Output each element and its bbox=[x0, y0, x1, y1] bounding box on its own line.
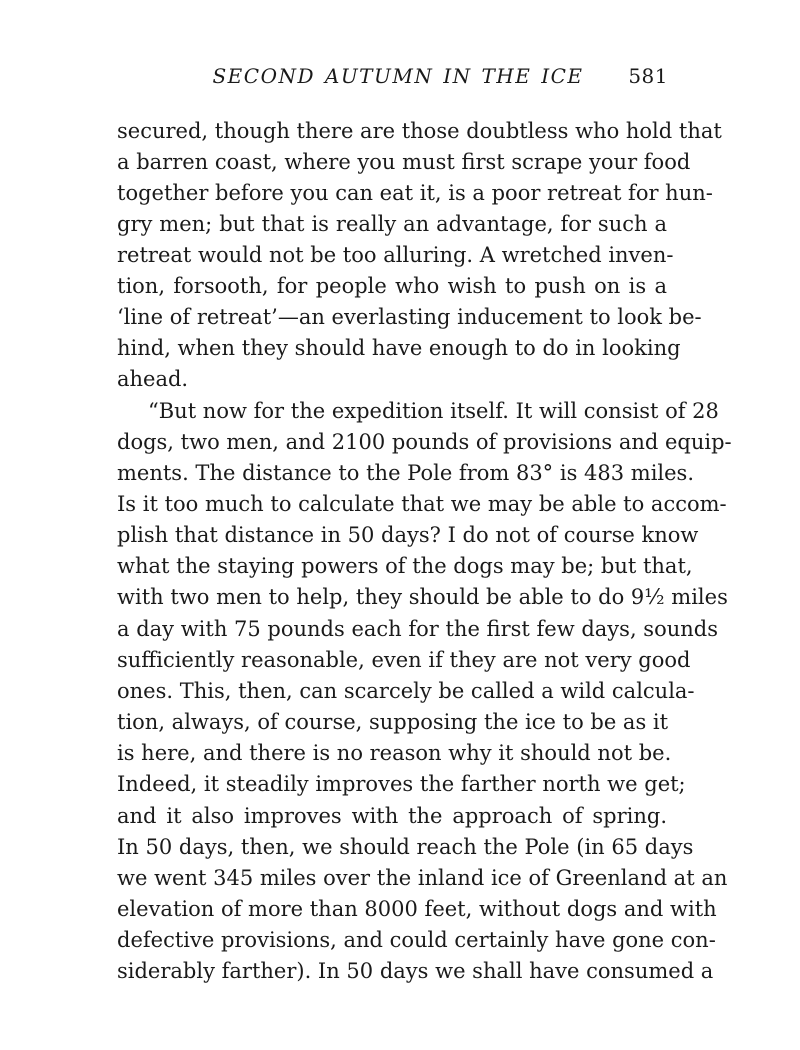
text-line: we went 345 miles over the inland ice of Greenland at an bbox=[117, 866, 728, 890]
text-line: “But now for the expedition itself. It will consist of 28 bbox=[148, 399, 719, 423]
text-line: Is it too much to calculate that we may be able to accom- bbox=[117, 492, 727, 516]
text-line: tion, forsooth, for people who wish to push on is a bbox=[117, 274, 667, 298]
text-line: and it also improves with the approach of spring. bbox=[117, 804, 667, 828]
text-line: what the staying powers of the dogs may be; but that, bbox=[117, 554, 693, 578]
text-line: a day with 75 pounds each for the first few days, sounds bbox=[117, 617, 718, 641]
text-line: is here, and there is no reason why it should not be. bbox=[117, 741, 672, 765]
running-head bbox=[118, 64, 668, 94]
running-title: SECOND AUTUMN IN THE ICE bbox=[212, 64, 584, 88]
text-line: elevation of more than 8000 feet, without dogs and with bbox=[117, 897, 717, 921]
text-line: gry men; but that is really an advantage, for such a bbox=[117, 212, 667, 236]
text-line: dogs, two men, and 2100 pounds of provisions and equip- bbox=[117, 430, 732, 454]
text-line: plish that distance in 50 days? I do not of course know bbox=[117, 523, 699, 547]
text-line: with two men to help, they should be able to do 9½ miles bbox=[117, 585, 728, 609]
text-line: ahead. bbox=[117, 367, 189, 391]
text-line: ones. This, then, can scarcely be called a wild calcula- bbox=[117, 679, 695, 703]
text-line: hind, when they should have enough to do in looking bbox=[117, 336, 681, 360]
text-line: Indeed, it steadily improves the farther north we get; bbox=[117, 772, 686, 796]
text-line: ments. The distance to the Pole from 83° is 483 miles. bbox=[117, 461, 695, 485]
page-number: 581 bbox=[628, 64, 668, 88]
text-line: secured, though there are those doubtless who hold that bbox=[117, 119, 722, 143]
text-line: In 50 days, then, we should reach the Pole (in 65 days bbox=[117, 835, 694, 859]
text-line: tion, always, of course, supposing the ice to be as it bbox=[117, 710, 669, 734]
text-line: defective provisions, and could certainly have gone con- bbox=[117, 928, 716, 952]
text-line: siderably farther). In 50 days we shall have consumed a bbox=[117, 959, 714, 983]
text-line: retreat would not be too alluring. A wretched inven- bbox=[117, 243, 674, 267]
text-line: a barren coast, where you must first scrape your food bbox=[117, 150, 691, 174]
text-line: ‘line of retreat’—an everlasting inducement to look be- bbox=[117, 305, 702, 329]
text-line: sufficiently reasonable, even if they are not very good bbox=[117, 648, 691, 672]
text-line: together before you can eat it, is a poor retreat for hun- bbox=[117, 181, 713, 205]
